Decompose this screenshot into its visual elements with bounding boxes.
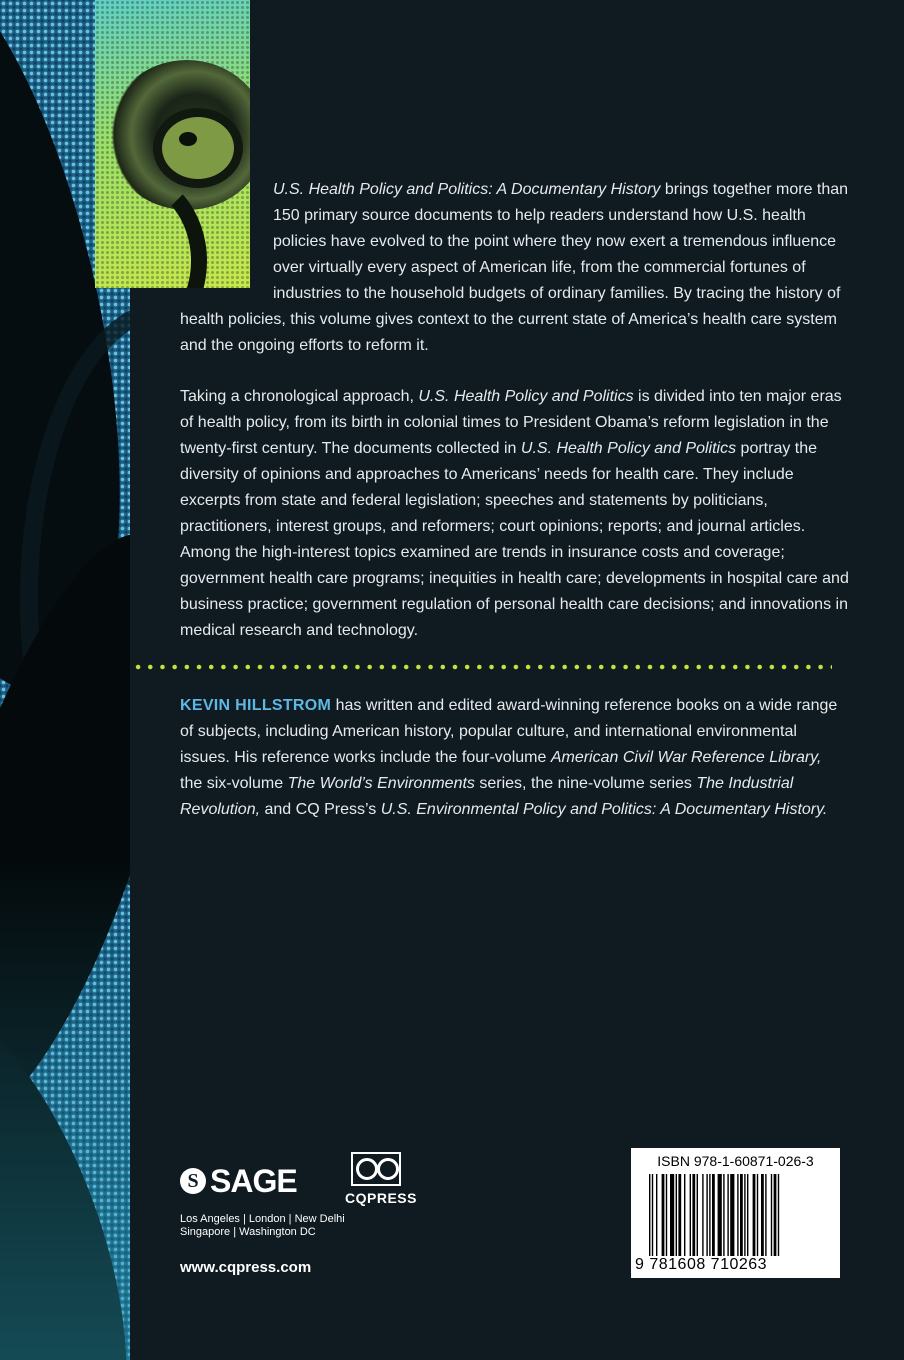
barcode-bar [690, 1174, 691, 1256]
barcode-bar [702, 1174, 703, 1256]
sage-mark-icon: S [180, 1168, 206, 1194]
barcode-bar [718, 1174, 722, 1256]
barcode-bar [652, 1174, 653, 1256]
cq-press-mark-icon [351, 1152, 401, 1186]
cq-press-logo [345, 1152, 417, 1212]
barcode-bar [676, 1174, 677, 1256]
barcode-bar [709, 1174, 710, 1256]
stethoscope-diaphragm [153, 108, 243, 188]
author-bio-text: the six-volume [180, 775, 288, 792]
publisher-url[interactable]: www.cqpress.com [180, 1259, 312, 1276]
barcode-bar [757, 1174, 758, 1256]
barcode-bar [730, 1174, 734, 1256]
barcode-bar [723, 1174, 724, 1256]
barcode-bar [697, 1174, 698, 1256]
barcode-bar [744, 1174, 745, 1256]
barcode-digits: 9 781608 710263 [635, 1256, 768, 1273]
publisher-cities [180, 1213, 380, 1239]
sage-wordmark: SAGE [210, 1162, 297, 1199]
barcode-bar [737, 1174, 738, 1256]
isbn-label: ISBN 978-1-60871-026-3 [657, 1153, 814, 1169]
author-name: KEVIN HILLSTROM [180, 697, 332, 714]
barcode-bar [692, 1174, 695, 1256]
barcode-bar [765, 1174, 766, 1256]
book-title-short: U.S. Health Policy and Politics [418, 388, 634, 405]
barcode-bar [712, 1174, 715, 1256]
description-paragraph-2 [180, 384, 850, 644]
barcode-bar [684, 1174, 685, 1256]
barcode-bar [649, 1174, 650, 1256]
barcode-bar [778, 1174, 779, 1256]
author-bio-text: series, the nine-volume series [474, 775, 697, 792]
barcode-bar [670, 1174, 674, 1256]
barcode-bar [656, 1174, 657, 1256]
book-title: U.S. Health Policy and Politics: A Documentary History [273, 181, 661, 198]
artwork-tint [0, 860, 130, 1360]
sage-logo [180, 1160, 297, 1202]
barcode-bar [747, 1174, 748, 1256]
cities-line-2: Singapore | Washington DC [180, 1226, 316, 1238]
description-text: brings together more than 150 primary source documents to help readers understand how U.S. health policies have evolved to the point where they now exert a tremendous influence over virtually every aspect of American life, from the commercial fortunes of industries to the household budgets of ordinary families. By tracing the history of health policies, this volume gives context to the current state of America’s health care system and the ongoing efforts to reform it. [180, 181, 849, 354]
work-title: The Industrial Revolution, [180, 775, 794, 818]
author-bio [180, 693, 840, 823]
barcode-bar [706, 1174, 707, 1256]
barcode-bar [678, 1174, 681, 1256]
cities-line-1: Los Angeles | London | New Delhi [180, 1213, 345, 1225]
barcode-bar [740, 1174, 743, 1256]
work-title: U.S. Environmental Policy and Politics: A Documentary History. [380, 801, 828, 818]
barcode-bar [662, 1174, 665, 1256]
author-bio-text: and CQ Press’s [260, 801, 381, 818]
barcode-bar [753, 1174, 756, 1256]
dotted-divider [132, 663, 832, 671]
isbn-barcode [631, 1148, 840, 1278]
work-title: The World’s Environments [287, 775, 475, 792]
book-title-short: U.S. Health Policy and Politics [520, 440, 737, 457]
barcode-bar [761, 1174, 764, 1256]
description-text: Taking a chronological approach, [180, 388, 419, 405]
description-text: portray the diversity of opinions and approaches to Americans’ needs for health care. They include excerpts from state and federal legislation; speeches and statements by politicians, practitioners, interest groups, and reformers; court opinions; reports; and journal articles. Among the high-interest topics examined are trends in insurance costs and coverage; government health care programs; inequities in health care; developments in hospital care and business practice; government regulation of personal health care decisions; and innovations in medical research and technology. [180, 440, 849, 639]
cq-press-wordmark: CQPRESS [345, 1190, 417, 1206]
author-bio-text: has written and edited award-winning reference books on a wide range of subjects, including American history, popular culture, and international environmental issues. His reference works include the four-volume [180, 697, 838, 766]
barcode-bar [774, 1174, 777, 1256]
work-title: American Civil War Reference Library, [550, 749, 822, 766]
description-text: is divided into ten major eras of health policy, from its birth in colonial times to President Obama’s reform legislation in the twenty-first century. The documents collected in [180, 388, 842, 457]
barcode-bar [771, 1174, 772, 1256]
barcode-bar [666, 1174, 667, 1256]
description-paragraph-1 [180, 177, 850, 359]
text-wrap-spacer [180, 177, 273, 307]
barcode-bars [649, 1174, 825, 1256]
barcode-bar [727, 1174, 728, 1256]
stethoscope-center [179, 132, 197, 146]
